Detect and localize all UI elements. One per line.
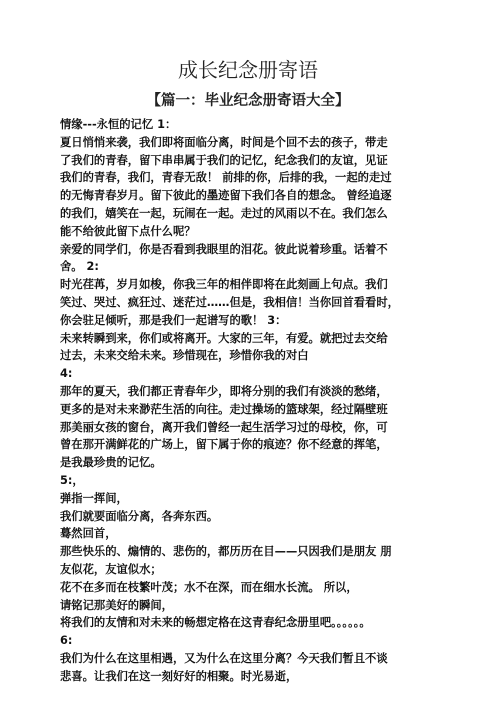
body-text <box>60 116 440 686</box>
text-line: 弹指一挥间， <box>60 491 128 505</box>
text-line: 亲爱的同学们，你是否看到我眼里的泪花。彼此说着珍重。话着不 <box>60 242 388 256</box>
text-line: 我们的青春，我们，青春无敌！ 前排的你，后排的我，一起的走过 <box>60 171 392 185</box>
text-line: 那些快乐的、煽情的、悲伤的，都历历在目——只因我们是朋友 朋 <box>60 545 392 559</box>
text-line: 你会驻足倾听，那是我们一起谱写的歌！ 3： <box>60 313 287 327</box>
text-line: 我们就要面临分离，各奔东西。 <box>60 509 219 523</box>
text-line: 4: <box>60 367 73 381</box>
text-line: 6: <box>60 634 73 648</box>
text-line: 将我们的友情和对未来的畅想定格在这青春纪念册里吧。。。。。。 <box>60 616 371 630</box>
text-line: 是我最珍贵的记忆。 <box>60 456 162 470</box>
text-line: 舍。 2: <box>60 260 99 274</box>
text-line: 时光荏苒，岁月如梭，你我三年的相伴即将在此刻画上句点。我们 <box>60 278 388 292</box>
text-line: 悲喜。让我们在这一刻好好的相聚。时光易逝， <box>60 669 298 683</box>
text-line: 能不给彼此留下点什么呢？ <box>60 224 196 238</box>
section-heading: 【篇一：毕业纪念册寄语大全】 <box>146 92 350 109</box>
text-line: 友似花，友谊似水； <box>60 562 162 576</box>
text-line: 5:， <box>60 473 84 487</box>
page-title: 成长纪念册寄语 <box>178 58 318 82</box>
text-line: 过去，未来交给未来。珍惜现在，珍惜你我的对白 <box>60 349 309 363</box>
text-line: 请铭记那美好的瞬间， <box>60 598 173 612</box>
text-line: 夏日悄悄来袭，我们即将面临分离，时间是个回不去的孩子，带走 <box>60 135 388 149</box>
text-line: 花不在多而在枝繁叶茂；水不在深，而在细水长流。 所以， <box>60 580 358 594</box>
text-line: 那美丽女孩的窗台，离开我们曾经一起生活学习过的母校，你，可 <box>60 420 388 434</box>
text-line: 笑过、哭过、疯狂过、迷茫过……但是，我相信！当你回首看看时， <box>60 295 399 309</box>
text-line: 了我们的青春，留下串串属于我们的记忆，纪念我们的友谊，见证 <box>60 153 388 167</box>
text-line: 更多的是对未来渺茫生活的向往。走过操场的篮球架，经过隔壁班 <box>60 402 388 416</box>
text-line: 的我们，嬉笑在一起，玩闹在一起。走过的风雨以不在。我们怎么 <box>60 206 388 220</box>
text-line: 的无悔青春岁月。留下彼此的墨迹留下我们各自的想念。 曾经追逐 <box>60 189 392 203</box>
text-line: 蓦然回首， <box>60 527 117 541</box>
text-line: 我们为什么在这里相遇，又为什么在这里分离？今天我们暂且不谈 <box>60 651 388 665</box>
text-line: 情缘---永恒的记忆 1： <box>60 118 177 131</box>
text-line: 那年的夏天，我们都正青春年少，即将分别的我们有淡淡的愁绪， <box>60 384 388 398</box>
text-line: 曾在那开满鲜花的广场上，留下属于你的痕迹？你不经意的挥笔， <box>60 438 388 452</box>
text-line: 未来转瞬到来，你们或将离开。大家的三年，有爱。就把过去交给 <box>60 331 388 345</box>
